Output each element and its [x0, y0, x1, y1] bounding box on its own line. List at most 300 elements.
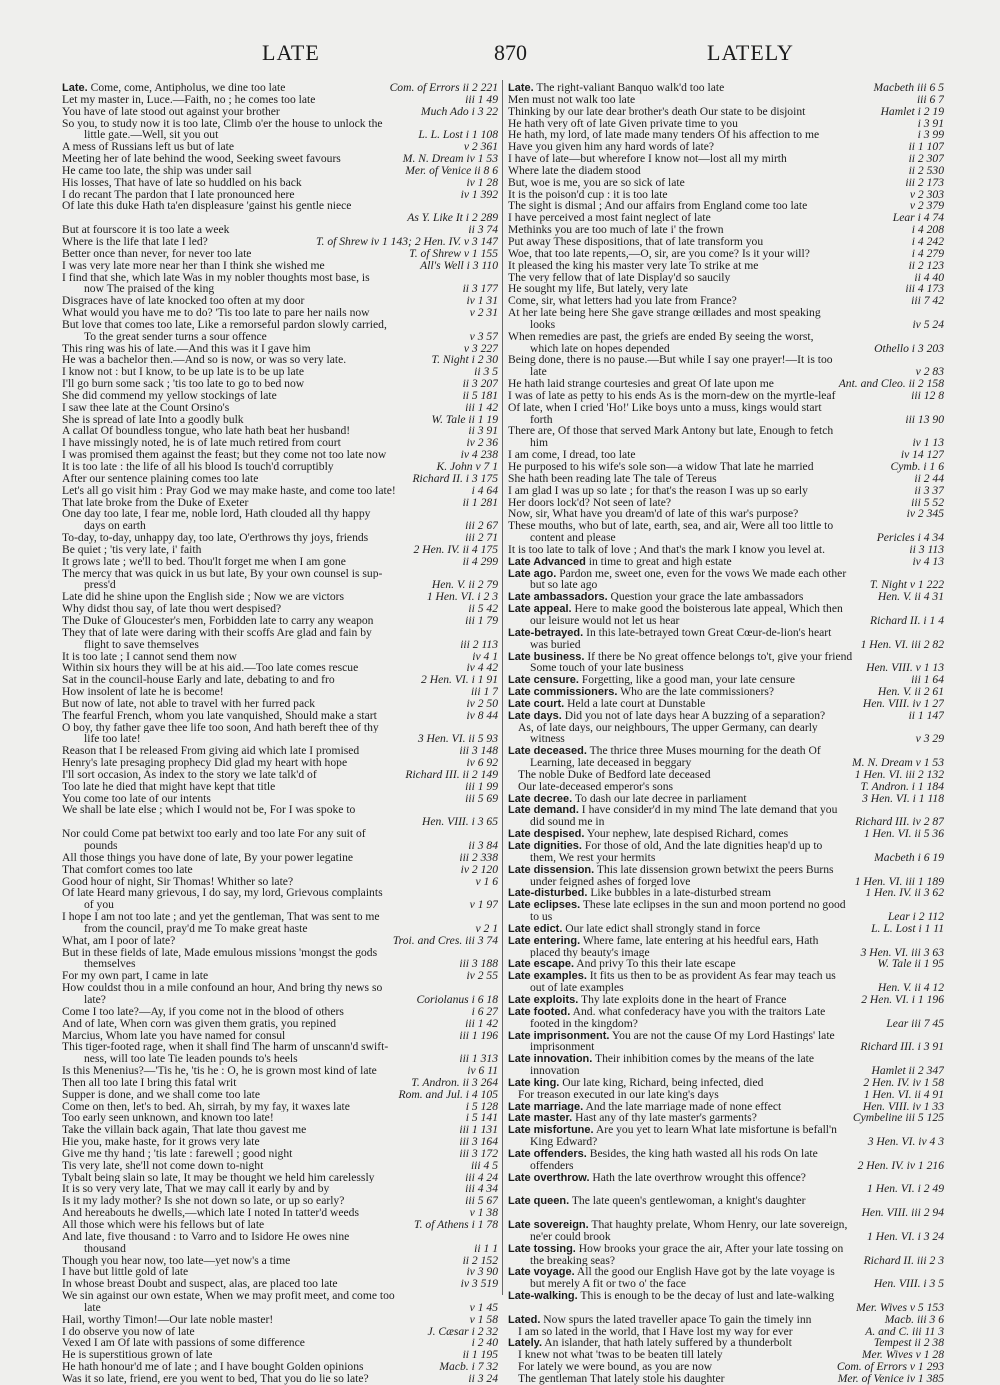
play-reference: iii 12 8: [907, 390, 944, 402]
entry-line: [508, 272, 944, 284]
quotation-text: How couldst thou in a mile confound an hour, And bring thy news so: [62, 982, 383, 994]
headword: Late master.: [508, 1112, 573, 1125]
play-reference: Lear i 4 74: [889, 212, 944, 224]
quotation-text: But in these fields of late, Made emulous missions 'mongst the gods: [62, 946, 378, 959]
quotation-text: footed in the kingdom?: [530, 1017, 638, 1030]
headword: Late appeal.: [508, 603, 572, 615]
quotation-text: He sought my life, But lately, very late: [508, 283, 688, 296]
play-reference: iii 3 164: [455, 1136, 498, 1148]
play-reference: iv 4 42: [462, 662, 498, 674]
quotation-text: Have you given him any hard words of late?: [508, 141, 715, 154]
entry-line: [508, 591, 944, 603]
quotation-text: His losses, That have of late so huddled on his back: [62, 176, 302, 189]
quotation-text: All those which were his fellows but of late: [62, 1219, 265, 1231]
entry-line: [62, 947, 498, 959]
quotation-text: To the great sender turns a sour offence: [84, 330, 267, 343]
quotation-text: Come, sir, what letters had you late from France?: [508, 295, 737, 308]
play-reference: ii 2 44: [910, 473, 944, 485]
headword: Lately.: [508, 1337, 543, 1350]
entry-line: [62, 295, 498, 307]
quotation-text: And privy To this their late escape: [574, 958, 736, 971]
entry-line: [62, 508, 498, 520]
quotation-text: Learning, late deceased in beggary: [530, 757, 692, 769]
entry-line: [508, 153, 944, 165]
entry-line: [508, 840, 944, 852]
play-reference: 2 Hen. VI. i 1 91: [417, 674, 498, 686]
quotation-text: And late, five thousand : to Varro and to Isidore He owes nine: [62, 1230, 350, 1243]
headword: Late demand.: [508, 804, 579, 817]
play-reference: ii 3 91: [464, 425, 498, 437]
quotation-text: flight to save themselves: [84, 638, 199, 651]
entry-line: [508, 212, 944, 224]
headword: Late overthrow.: [508, 1171, 590, 1184]
quotation-text: Give me thy hand ; 'tis late : farewell ; good night: [62, 1147, 293, 1160]
play-reference: Cymbeline iii 5 125: [849, 1112, 944, 1124]
quotation-text: innovation: [530, 1065, 580, 1077]
entry-line: [62, 331, 498, 343]
quotation-text: I have but little gold of late: [62, 1266, 189, 1279]
entry-line: [508, 224, 944, 236]
quotation-text: This tiger-footed rage, when it shall find The harm of unscann'd swift-: [62, 1041, 389, 1054]
quotation-text: That comfort comes too late: [62, 863, 193, 876]
page-header: [62, 40, 962, 70]
entry-line: [508, 876, 944, 888]
quotation-text: Now, sir, What have you dream'd of late of this war's purpose?: [508, 508, 799, 521]
play-reference: iii 1 99: [461, 781, 498, 793]
quotation-text: So you, to study now it is too late, Climb o'er the house to unlock the: [62, 117, 383, 130]
quotation-text: He purposed to his wife's sole son—a widow That late he married: [508, 461, 814, 473]
entry-line: [62, 544, 498, 556]
quotation-text: placed thy beauty's image: [530, 946, 650, 959]
play-reference: T. Night i 2 30: [428, 354, 498, 366]
quotation-text: Come I too late?—Ay, if you come not in the blood of others: [62, 1005, 344, 1018]
headword: Late exploits.: [508, 993, 579, 1006]
headword: Late king.: [508, 1076, 560, 1089]
quotation-text: The thrice three Muses mourning for the death Of: [586, 745, 821, 758]
quotation-text: Pardon me, sweet one, even for the vows We made each other: [556, 567, 847, 580]
quotation-text: Good hour of night, Sir Thomas! Whither so late?: [62, 875, 294, 888]
quotation-text: Too early seen unknown, and known too late!: [62, 1112, 274, 1125]
entry-line: [62, 1136, 498, 1148]
play-reference: i 5 128: [462, 1101, 498, 1113]
play-reference: 3 Hen. VI. i 1 118: [858, 793, 944, 805]
headword: Late footed.: [508, 1005, 571, 1018]
entry-line: [62, 1053, 498, 1065]
entry-line: [508, 1314, 944, 1326]
quotation-text: Meeting her of late behind the wood, Seeking sweet favours: [62, 153, 341, 165]
quotation-text: We sin against our own estate, When we may profit meet, and come too: [62, 1290, 395, 1302]
quotation-text: Though you hear now, too late—yet now's a time: [62, 1254, 291, 1267]
headword: Late offenders.: [508, 1147, 587, 1160]
quotation-text: Where fame, late entering at his heedful ears, Hath: [580, 934, 819, 947]
play-reference: Coriolanus i 6 18: [413, 994, 499, 1006]
quotation-text: As, of late days, our neighbours, The upper Germany, can dearly: [518, 721, 818, 734]
quotation-text: Hath the late overthrow wrought this offence?: [589, 1171, 806, 1184]
play-reference: T. of Athens i 1 78: [410, 1219, 498, 1231]
entry-line: [62, 603, 498, 615]
entry-line: [62, 260, 498, 272]
quotation-text: little gate.—Well, sit you out: [84, 129, 219, 142]
quotation-text: The gentleman That lately stole his daughter: [518, 1372, 725, 1385]
entry-line: [62, 568, 498, 580]
quotation-text: You have of late stood out against your brother: [62, 105, 280, 118]
header-right-word: LATELY: [707, 40, 794, 65]
quotation-text: I do recant The pardon that I late pronounced here: [62, 188, 295, 201]
entry-line: [508, 532, 944, 544]
play-reference: Hen. V. ii 2 79: [428, 579, 498, 591]
quotation-text: I knew not what 'twas to be beaten till lately: [518, 1349, 723, 1362]
entry-line: [508, 686, 944, 698]
quotation-text: Marcius, Whom late you have named for consul: [62, 1029, 286, 1042]
entry-line: [62, 591, 498, 603]
quotation-text: Thy late exploits done in the heart of France: [578, 993, 787, 1006]
quotation-text: Hast any of thy late master's garments?: [572, 1112, 757, 1125]
headword: Late tossing.: [508, 1242, 576, 1255]
entry-line: [508, 497, 944, 509]
entry-line: [508, 236, 944, 248]
play-reference: i 4 279: [908, 248, 944, 260]
headword: Late deceased.: [508, 745, 587, 758]
play-reference: ii 3 74: [464, 224, 498, 236]
headword: Late-walking.: [508, 1290, 578, 1302]
quotation-text: out of late examples: [530, 982, 624, 994]
quotation-text: late: [530, 366, 547, 379]
entry-line: [508, 757, 944, 769]
entry-line: [508, 425, 944, 437]
entry-line: [62, 165, 498, 177]
quotation-text: It is too late ; I cannot send them now: [62, 650, 237, 663]
play-reference: iv 4 13: [908, 556, 944, 568]
quotation-text: Hail, worthy Timon!—Our late noble master!: [62, 1313, 274, 1326]
quotation-text: She did commend my yellow stockings of late: [62, 389, 277, 402]
entry-line: [508, 556, 944, 568]
quotation-text: the breaking seas?: [530, 1254, 615, 1267]
quotation-text: She is spread of late Into a goodly bulk: [62, 413, 244, 426]
headword: Late business.: [508, 650, 585, 663]
entry-line: [508, 1207, 944, 1219]
quotation-text: I saw thee late at the Count Orsino's: [62, 401, 230, 414]
page-number: 870: [494, 40, 527, 65]
entry-line: [62, 520, 498, 532]
play-reference: Hen. VIII. iv 1 33: [859, 1101, 944, 1113]
quotation-text: Did you not of late days hear A buzzing of a separation?: [561, 709, 826, 722]
quotation-text: days on earth: [84, 520, 146, 533]
entry-line: [62, 414, 498, 426]
headword: Late marriage.: [508, 1100, 584, 1113]
quotation-text: This is enough to be the decay of lust and late-walking: [577, 1290, 835, 1302]
quotation-text: Methinks you are too much of late i' the frown: [508, 224, 724, 236]
headword: Late-disturbed.: [508, 887, 588, 900]
entry-line: [62, 1243, 498, 1255]
play-reference: v 1 6: [471, 876, 498, 888]
entry-line: [62, 425, 498, 437]
play-reference: iii 1 79: [461, 615, 498, 627]
entry-line: [508, 970, 944, 982]
play-reference: 2 Hen. IV. iv 1 58: [859, 1077, 944, 1089]
entry-line: [508, 260, 944, 272]
headword: Late ago.: [508, 567, 557, 580]
headword: Late sovereign.: [508, 1219, 589, 1231]
play-reference: iv 8 44: [462, 710, 498, 722]
headword: Late commissioners.: [508, 686, 618, 698]
play-reference: L. L. Lost i 1 11: [867, 923, 944, 935]
entry-line: [508, 354, 944, 366]
play-reference: iii 5 67: [461, 1195, 498, 1207]
entry-line: [508, 378, 944, 390]
entry-line: [508, 1231, 944, 1243]
quotation-text: An islander, that hath lately suffered by a thunderbolt: [542, 1337, 792, 1350]
entry-line: [508, 520, 944, 532]
entry-line: [62, 319, 498, 331]
quotation-text: Thinking by our late dear brother's death Our state to be disjoint: [508, 105, 806, 118]
quotation-text: Reason that I be released From giving aid which late I promised: [62, 745, 360, 758]
quotation-text: He hath, my lord, of late made many tenders Of his affection to me: [508, 129, 820, 142]
quotation-text: If there be No great offence belongs to't, give your friend: [584, 650, 853, 663]
play-reference: iii 3 148: [455, 745, 498, 757]
entry-line: [508, 958, 944, 970]
headword: Late eclipses.: [508, 899, 581, 912]
play-reference: iv 1 392: [457, 189, 498, 201]
quotation-text: Sat in the council-house Early and late, debating to and fro: [62, 674, 335, 687]
quotation-text: This late dissension grown betwixt the peers Burns: [594, 863, 834, 876]
quotation-text: And of late, When corn was given them gratis, you repined: [62, 1017, 337, 1030]
quotation-text: But now of late, not able to travel with her furred pack: [62, 697, 316, 710]
quotation-text: Where is the life that late I led?: [62, 235, 208, 248]
headword: Late innovation.: [508, 1053, 593, 1066]
entry-line: [508, 615, 944, 627]
entry-line: [508, 1278, 944, 1290]
quotation-text: Question your grace the late ambassadors: [607, 591, 804, 604]
quotation-text: To dash our late decree in parliament: [572, 792, 747, 805]
play-reference: M. N. Dream iv 1 53: [399, 153, 498, 165]
entry-line: [508, 1041, 944, 1053]
play-reference: ii 1 1: [470, 1243, 498, 1255]
play-reference: iv 6 92: [462, 757, 498, 769]
headword: Late examples.: [508, 970, 587, 983]
play-reference: 2 Hen. IV. iv 1 216: [854, 1160, 944, 1172]
entry-line: [62, 970, 498, 982]
entry-line: [62, 627, 498, 639]
quotation-text: I am so lated in the world, that I Have lost my way for ever: [518, 1325, 793, 1338]
quotation-text: did sound me in: [530, 816, 605, 829]
quotation-text: But love that comes too late, Like a remorseful pardon slowly carried,: [62, 318, 387, 331]
entry-line: [62, 449, 498, 461]
quotation-text: Is this Menenius?—'Tis he, 'tis he : O, he is grown most kind of late: [62, 1065, 377, 1077]
entry-line: [508, 935, 944, 947]
quotation-text: These late eclipses in the sun and moon portend no good: [580, 899, 846, 912]
play-reference: iii 4 173: [901, 283, 944, 295]
quotation-text: I was very late more near her than I think she wished me: [62, 259, 325, 272]
quotation-text: press'd: [84, 579, 116, 592]
quotation-text: They that of late were daring with their scoffs Are glad and fain by: [62, 626, 372, 639]
play-reference: v 2 361: [460, 141, 498, 153]
quotation-text: In this late-betrayed town Great Cœur-de-lion's heart: [583, 626, 832, 639]
quotation-text: You come too late of our intents: [62, 792, 211, 805]
entry-line: [62, 1278, 498, 1290]
play-reference: iii 5 52: [907, 497, 944, 509]
headword: Late imprisonment.: [508, 1029, 610, 1042]
play-reference: Richard III. iv 2 87: [851, 816, 944, 828]
play-reference: iii 2 113: [456, 639, 498, 651]
quotation-text: The Duke of Gloucester's men, Forbidden late to carry any weapon: [62, 614, 374, 627]
quotation-text: This ring was his of late.—And this was it I gave him: [62, 342, 311, 355]
entry-line: [508, 118, 944, 130]
quotation-text: The noble Duke of Bedford late deceased: [518, 768, 711, 781]
play-reference: i 2 40: [468, 1337, 498, 1349]
headword: Late decree.: [508, 792, 573, 805]
play-reference: Hamlet i 2 19: [877, 106, 944, 118]
entry-line: [508, 816, 944, 828]
entry-line: [508, 639, 944, 651]
entry-line: [508, 864, 944, 876]
entry-line: [62, 82, 498, 94]
play-reference: Macb. i 7 32: [435, 1361, 498, 1373]
entry-line: [62, 662, 498, 674]
headword: Late Advanced: [508, 555, 586, 568]
play-reference: 3 Hen. VI. iv 4 3: [864, 1136, 944, 1148]
quotation-text: But, woe is me, you are so sick of late: [508, 176, 685, 189]
play-reference: ii 2 152: [459, 1255, 498, 1267]
entry-line: [508, 283, 944, 295]
entry-line: [62, 651, 498, 663]
quotation-text: Let my master in, Luce.—Faith, no ; he comes too late: [62, 93, 316, 106]
entry-line: [62, 1349, 498, 1361]
entry-line: [508, 508, 944, 520]
play-reference: v 1 97: [466, 899, 498, 911]
entry-line: [508, 994, 944, 1006]
play-reference: i 4 242: [908, 236, 944, 248]
play-reference: ii 5 42: [464, 603, 498, 615]
quotation-text: which late on hopes depended: [530, 342, 670, 355]
quotation-text: Nor could Come pat betwixt too early and too late For any suit of: [62, 828, 366, 840]
entry-line: [62, 1326, 498, 1338]
quotation-text: He came too late, the ship was under sail: [62, 164, 252, 177]
entry-line: [508, 295, 944, 307]
quotation-text: Where late the diadem stood: [508, 164, 641, 177]
play-reference: ii 2 123: [905, 260, 944, 272]
entry-line: [508, 982, 944, 994]
entry-line: [508, 911, 944, 923]
quotation-text: The mercy that was quick in us but late, By your own counsel is sup-: [62, 567, 383, 580]
headword: Late censure.: [508, 674, 579, 687]
play-reference: 1 Hen. VI. i 2 49: [863, 1183, 944, 1195]
quotation-text: them, We rest your hermits: [530, 851, 656, 864]
play-reference: Hen. V. ii 4 31: [874, 591, 944, 603]
entry-line: [508, 1349, 944, 1361]
right-column: [508, 82, 944, 1385]
quotation-text: He hath honour'd me of late ; and I have bought Golden opinions: [62, 1361, 364, 1373]
quotation-text: It grows late ; we'll to bed. Thou'lt forget me when I am gone: [62, 555, 346, 568]
play-reference: iii 5 69: [461, 793, 498, 805]
play-reference: A. and C. iii 11 3: [861, 1326, 944, 1338]
entry-line: [62, 236, 498, 248]
play-reference: i 3 91: [914, 118, 944, 130]
quotation-text: Supper is done, and we shall come too late: [62, 1088, 261, 1101]
quotation-text: Why didst thou say, of late thou wert despised?: [62, 603, 282, 615]
quotation-text: under feigned ashes of forged love: [530, 875, 691, 888]
quotation-text: To-day, to-day, unhappy day, too late, O'erthrows thy joys, friends: [62, 532, 369, 544]
entry-line: [508, 1160, 944, 1172]
entry-line: [62, 354, 498, 366]
play-reference: ii 3 37: [910, 485, 944, 497]
entry-line: [62, 118, 498, 130]
play-reference: i 4 64: [468, 485, 498, 497]
entry-line: [62, 710, 498, 722]
entry-line: [508, 1006, 944, 1018]
entry-line: [62, 153, 498, 165]
left-column: [62, 82, 498, 1385]
play-reference: Richard II. i 3 175: [408, 473, 498, 485]
entry-line: [62, 129, 498, 141]
quotation-text: forth: [530, 413, 553, 426]
quotation-text: was buried: [530, 638, 581, 651]
entry-line: [62, 1195, 498, 1207]
quotation-text: Tis very late, she'll not come down to-night: [62, 1159, 264, 1172]
play-reference: Lear iii 7 45: [882, 1018, 944, 1030]
quotation-text: our leisure would not let us hear: [530, 614, 680, 627]
play-reference: W. Tale ii 1 95: [874, 958, 944, 970]
quotation-text: Their inhibition comes by the means of the late: [592, 1053, 814, 1066]
entry-line: [508, 1219, 944, 1231]
play-reference: 1 Hen. VI. iii 2 132: [851, 769, 944, 781]
play-reference: Hen. VIII. i 3 5: [870, 1278, 944, 1290]
entry-line: [62, 864, 498, 876]
entry-line: [62, 1006, 498, 1018]
quotation-text: Here to make good the boisterous late appeal, Which then: [571, 603, 843, 615]
entry-line: [62, 1112, 498, 1124]
entry-line: [62, 248, 498, 260]
quotation-text: Within six hours they will be at his aid.—Too late comes rescue: [62, 662, 359, 675]
play-reference: i 5 141: [462, 1112, 498, 1124]
quotation-text: These mouths, who but of late, earth, sea, and air, Were all too little to: [508, 520, 834, 533]
quotation-text: It is the poison'd cup : it is too late: [508, 188, 668, 201]
quotation-text: Like bubbles in a late-disturbed stream: [587, 887, 771, 900]
quotation-text: You are not the cause Of my Lord Hastings' late: [609, 1029, 835, 1042]
entry-line: [508, 141, 944, 153]
quotation-text: Too late he died that might have kept that title: [62, 780, 276, 793]
entry-line: [62, 437, 498, 449]
play-reference: Tempest ii 2 38: [870, 1337, 944, 1349]
entry-line: [62, 935, 498, 947]
quotation-text: I am come, I dread, too late: [508, 449, 636, 461]
play-reference: ii 4 40: [910, 272, 944, 284]
entry-line: [508, 769, 944, 781]
play-reference: Hamlet ii 2 347: [868, 1065, 944, 1077]
play-reference: v 2 83: [912, 366, 944, 378]
play-reference: Hen. VIII. iv 1 27: [859, 698, 944, 710]
play-reference: iii 2 338: [455, 852, 498, 864]
entry-line: [62, 378, 498, 390]
play-reference: W. Tale ii 1 19: [428, 414, 498, 426]
quotation-text: For treason executed in our late king's days: [518, 1088, 719, 1101]
entry-line: [508, 899, 944, 911]
quotation-text: Be quiet ; 'tis very late, i' faith: [62, 543, 202, 556]
entry-line: [62, 781, 498, 793]
headword: Late voyage.: [508, 1266, 575, 1279]
quotation-text: That haughty prelate, Whom Henry, our late sovereign,: [588, 1219, 848, 1231]
entry-line: [62, 1183, 498, 1195]
quotation-text: The right-valiant Banquo walk'd too late: [533, 82, 725, 94]
quotation-text: He is superstitious grown of late: [62, 1349, 213, 1362]
entry-line: [62, 1219, 498, 1231]
entry-line: [62, 1373, 498, 1385]
play-reference: iii 4 5: [467, 1160, 498, 1172]
headword: Lated.: [508, 1313, 541, 1326]
entry-line: [62, 852, 498, 864]
entry-line: [62, 1124, 498, 1136]
header-left-word: LATE: [262, 40, 320, 65]
entry-line: [508, 1195, 944, 1207]
